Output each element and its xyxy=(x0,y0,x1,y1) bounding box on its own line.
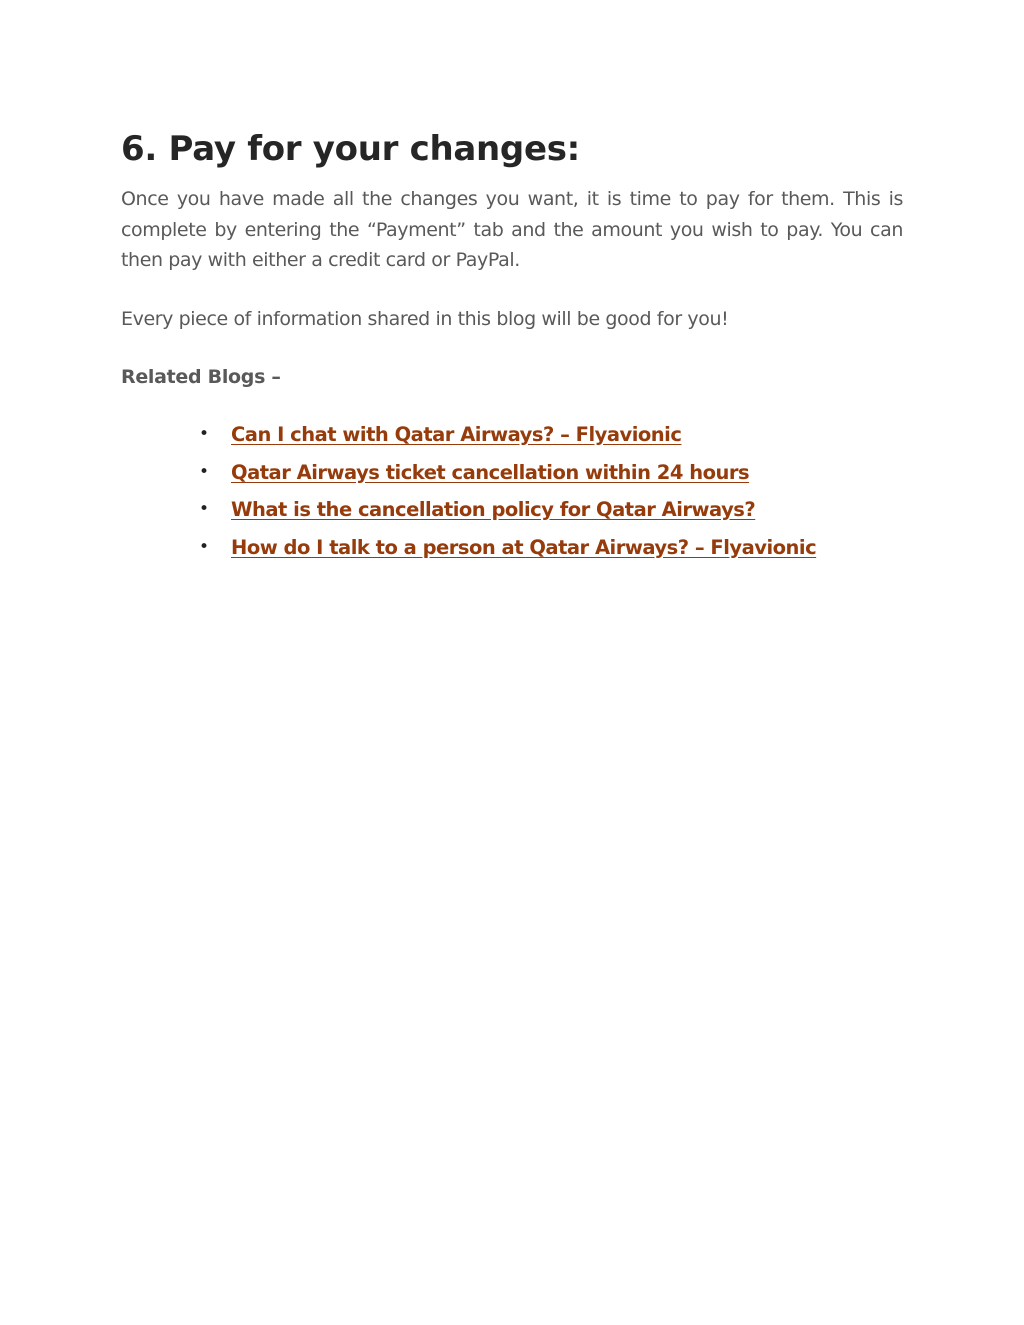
payment-paragraph: Once you have made all the changes you want, it is time to pay for them. This is complete by entering the “Payment” tab and the amount you wish to pay. You can then pay with either a credit card or PayPal. xyxy=(121,188,903,271)
list-item xyxy=(199,534,903,572)
related-blogs-label: Related Blogs – xyxy=(121,366,281,388)
bullet-icon: • xyxy=(199,461,210,482)
bullet-icon: • xyxy=(199,499,210,519)
related-link-talk-to-person[interactable]: How do I talk to a person at Qatar Airways? – Flyavionic xyxy=(231,535,817,559)
related-link-chat[interactable]: Can I chat with Qatar Airways? – Flyavionic xyxy=(231,423,682,446)
bullet-icon: • xyxy=(199,424,210,444)
list-item xyxy=(199,421,903,459)
related-blogs-list xyxy=(121,421,903,571)
bullet-icon: • xyxy=(199,536,210,557)
closing-paragraph: Every piece of information shared in this blog will be good for you! xyxy=(121,307,729,330)
list-item xyxy=(199,496,903,534)
related-link-cancellation-24h[interactable]: Qatar Airways ticket cancellation within 24 hours xyxy=(231,460,750,484)
list-item xyxy=(199,459,903,497)
section-heading: 6. Pay for your changes: xyxy=(121,129,580,169)
related-link-cancellation-policy[interactable]: What is the cancellation policy for Qatar Airways? xyxy=(231,498,756,521)
document-page xyxy=(121,126,903,571)
